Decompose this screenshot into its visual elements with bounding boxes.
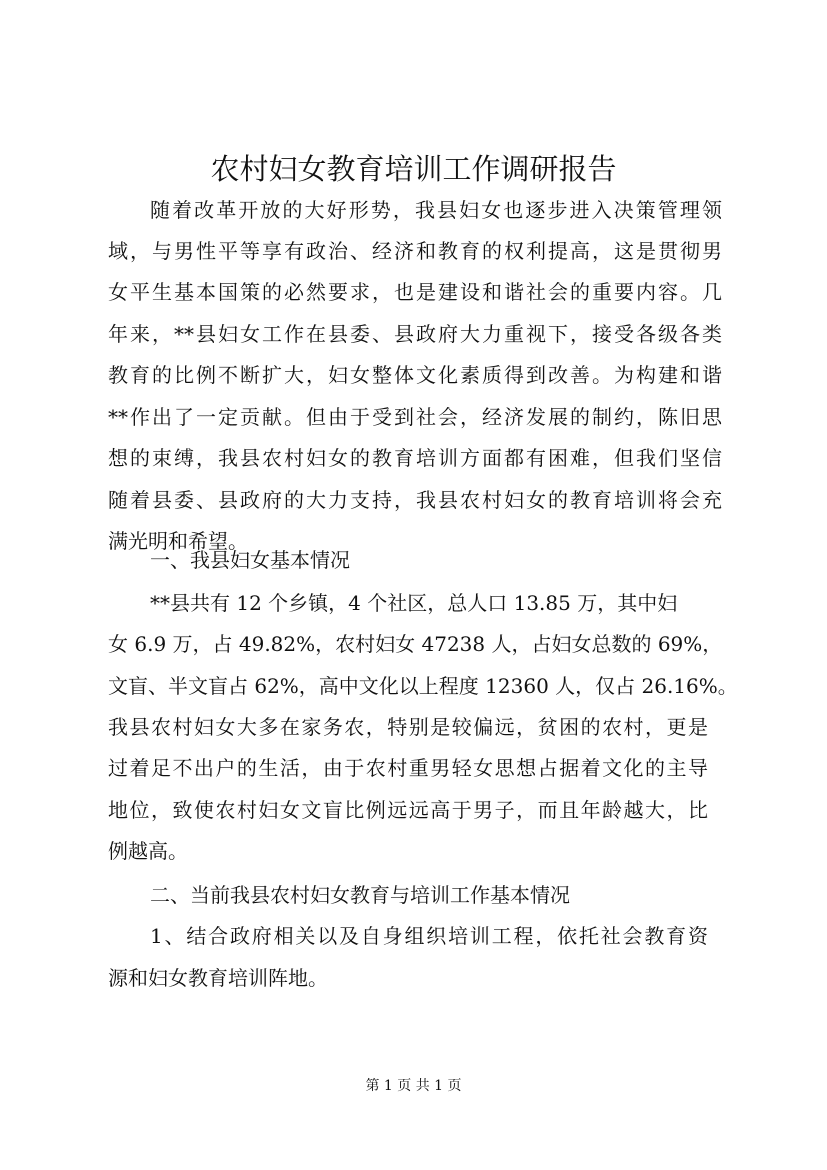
text-line: 文盲、半文盲占 62%，高中文化以上程度 12360 人，仅占 26.16%。: [108, 674, 738, 698]
text-line: 域，与男性平等享有政治、经济和教育的权利提高，这是贯彻男: [108, 239, 722, 263]
page-footer: 第 1 页 共 1 页: [365, 1078, 462, 1094]
text-line: 例越高。: [108, 839, 188, 863]
text-line: 我县农村妇女大多在家务农，特别是较偏远，贫困的农村，更是: [108, 715, 708, 739]
text-line: 女 6.9 万，占 49.82%，农村妇女 47238 人，占妇女总数的 69%，: [108, 632, 723, 656]
text-line: 随着改革开放的大好形势，我县妇女也逐步进入决策管理领: [150, 198, 722, 222]
text-line: 女平生基本国策的必然要求，也是建设和谐社会的重要内容。几: [108, 280, 722, 304]
section-heading-1: 一、我县妇女基本情况: [150, 548, 350, 572]
document-title: 农村妇女教育培训工作调研报告: [210, 152, 617, 186]
text-line: 1、结合政府相关以及自身组织培训工程，依托社会教育资: [150, 924, 708, 948]
text-line: 地位，致使农村妇女文盲比例远远高于男子，而且年龄越大，比: [108, 798, 708, 822]
text-line: 教育的比例不断扩大，妇女整体文化素质得到改善。为构建和谐: [108, 363, 722, 387]
text-line: 源和妇女教育培训阵地。: [108, 966, 328, 990]
text-line: 年来，**县妇女工作在县委、县政府大力重视下，接受各级各类: [108, 322, 722, 346]
text-line: **作出了一定贡献。但由于受到社会，经济发展的制约，陈旧思: [108, 405, 722, 429]
text-line: 过着足不出户的生活，由于农村重男轻女思想占据着文化的主导: [108, 756, 708, 780]
section-heading-2: 二、当前我县农村妇女教育与培训工作基本情况: [150, 883, 570, 907]
text-line: 随着县委、县政府的大力支持，我县农村妇女的教育培训将会充: [108, 488, 722, 512]
text-line: 想的束缚，我县农村妇女的教育培训方面都有困难，但我们坚信: [108, 446, 722, 470]
text-line: **县共有 12 个乡镇，4 个社区，总人口 13.85 万，其中妇: [150, 591, 678, 615]
text-line: 满光明和希望。: [108, 529, 248, 553]
